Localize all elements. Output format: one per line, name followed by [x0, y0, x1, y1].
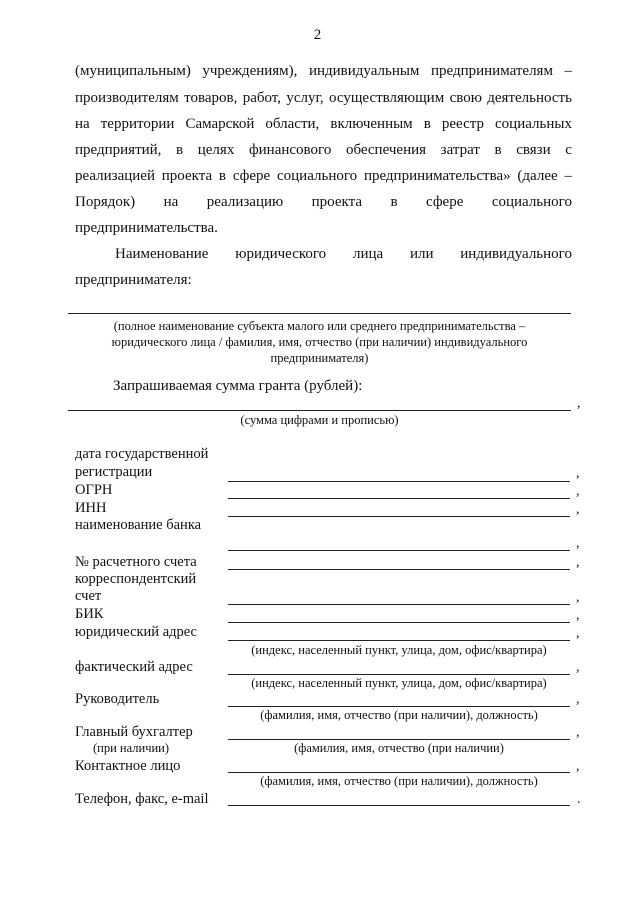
comma: ,	[576, 590, 580, 605]
page-number: 2	[313, 27, 322, 43]
comma: ,	[576, 502, 580, 517]
word: реализацией	[75, 168, 155, 184]
caption-line: юридического лица / фамилия, имя, отчество (при наличии) индивидуального	[111, 335, 528, 349]
word: территории	[100, 116, 175, 132]
word: социального	[277, 168, 358, 184]
period: .	[577, 792, 581, 807]
word: предпринимательства»	[363, 168, 511, 184]
state-registration-label: дата государственной	[75, 446, 209, 462]
word: в	[176, 142, 184, 158]
head-label: Руководитель	[75, 691, 160, 707]
corr-account-label-line2: счет	[75, 588, 102, 604]
word: –	[564, 63, 572, 79]
entity-name-caption	[68, 318, 571, 366]
word: Самарской	[185, 116, 255, 132]
comma: ,	[576, 608, 580, 623]
word: в	[423, 116, 431, 132]
word: в	[390, 194, 398, 210]
paragraph-line	[75, 90, 572, 107]
word: учреждениям),	[202, 63, 298, 79]
contact-person-label: Контактное лицо	[75, 758, 181, 774]
phone-field[interactable]	[228, 805, 570, 806]
word: Наименование	[115, 246, 209, 262]
chief-accountant-caption: (фамилия, имя, отчество (при наличии)	[294, 741, 504, 755]
caption-line: (полное наименование субъекта малого или среднего предпринимательства –	[113, 319, 526, 333]
word: производителям	[75, 90, 179, 106]
state-registration-field[interactable]	[228, 481, 570, 482]
comma: ,	[576, 536, 580, 551]
word: затрат	[440, 142, 480, 158]
word: индивидуальным	[308, 63, 420, 79]
word: предприятий,	[75, 142, 162, 158]
actual-address-label: фактический адрес	[75, 659, 193, 675]
comma: ,	[576, 660, 580, 675]
paragraph-line	[75, 142, 572, 159]
word: или	[409, 246, 434, 262]
corr-account-field[interactable]	[228, 604, 570, 605]
word: проекта	[311, 194, 363, 210]
word: на	[163, 194, 179, 210]
word: с	[565, 142, 572, 158]
chief-accountant-label: Главный бухгалтер	[75, 724, 193, 740]
word: в	[494, 142, 502, 158]
word: свою	[449, 90, 482, 106]
head-caption: (фамилия, имя, отчество (при наличии), должность)	[260, 708, 538, 722]
grant-amount-caption: (сумма цифрами и прописью)	[240, 413, 399, 427]
word: предпринимательства.	[75, 220, 218, 236]
caption-line: предпринимателя)	[270, 351, 369, 365]
comma: ,	[576, 692, 580, 707]
word: связи	[516, 142, 551, 158]
word: сфере	[232, 168, 271, 184]
word: юридического	[235, 246, 327, 262]
comma: ,	[576, 626, 580, 641]
state-registration-label-line2: регистрации	[75, 464, 153, 480]
entity-name-field[interactable]	[68, 313, 571, 314]
bik-label: БИК	[75, 606, 104, 622]
word: Порядок)	[75, 194, 136, 210]
bik-field[interactable]	[228, 622, 570, 623]
word: работ,	[242, 90, 281, 106]
comma: ,	[576, 466, 580, 481]
word: (муниципальным)	[75, 63, 191, 79]
word: (далее	[517, 168, 558, 184]
paragraph-line	[75, 194, 572, 211]
word: услуг,	[286, 90, 324, 106]
word: индивидуального	[460, 246, 572, 262]
comma: ,	[576, 484, 580, 499]
grant-amount-field[interactable]	[68, 410, 571, 411]
word: лица	[352, 246, 384, 262]
entity-name-label-line2: предпринимателя:	[75, 272, 192, 288]
word: деятельность	[487, 90, 572, 106]
phone-label: Телефон, факс, e-mail	[75, 791, 209, 807]
word: осуществляющим	[329, 90, 445, 106]
comma: ,	[576, 759, 580, 774]
word: товаров,	[184, 90, 238, 106]
word: на	[75, 116, 90, 132]
word: предпринимателям	[430, 63, 553, 79]
contact-person-caption: (фамилия, имя, отчество (при наличии), должность)	[260, 774, 538, 788]
legal-address-caption: (индекс, населенный пункт, улица, дом, офис/квартира)	[251, 643, 547, 657]
word: сфере	[425, 194, 464, 210]
entity-name-label	[115, 246, 572, 263]
word: проекта	[161, 168, 213, 184]
paragraph-line	[75, 168, 572, 185]
comma: ,	[576, 555, 580, 570]
ogrn-label: ОГРН	[75, 482, 113, 498]
word: области,	[265, 116, 320, 132]
word: включенным	[330, 116, 413, 132]
paragraph-line	[75, 220, 572, 237]
account-field[interactable]	[228, 569, 570, 570]
inn-label: ИНН	[75, 500, 107, 516]
paragraph-line	[75, 63, 572, 80]
legal-address-label: юридический адрес	[75, 624, 197, 640]
word: обеспечения	[345, 142, 427, 158]
inn-field[interactable]	[228, 516, 570, 517]
bank-name-field[interactable]	[228, 550, 570, 551]
comma: ,	[577, 396, 581, 411]
ogrn-field[interactable]	[228, 498, 570, 499]
word: целях	[197, 142, 235, 158]
word: социального	[491, 194, 572, 210]
word: реестр	[441, 116, 484, 132]
chief-accountant-if-any: (при наличии)	[93, 741, 170, 755]
legal-address-field[interactable]	[228, 640, 570, 641]
bank-name-label: наименование банка	[75, 517, 202, 533]
grant-amount-label: Запрашиваемая сумма гранта (рублей):	[113, 378, 363, 394]
word: реализацию	[206, 194, 284, 210]
comma: ,	[576, 725, 580, 740]
corr-account-label: корреспондентский	[75, 571, 197, 587]
word: –	[564, 168, 572, 184]
account-label: № расчетного счета	[75, 554, 197, 570]
word: финансового	[248, 142, 332, 158]
actual-address-caption: (индекс, населенный пункт, улица, дом, офис/квартира)	[251, 676, 547, 690]
paragraph-line	[75, 116, 572, 133]
word: социальных	[495, 116, 572, 132]
word: в	[218, 168, 227, 184]
